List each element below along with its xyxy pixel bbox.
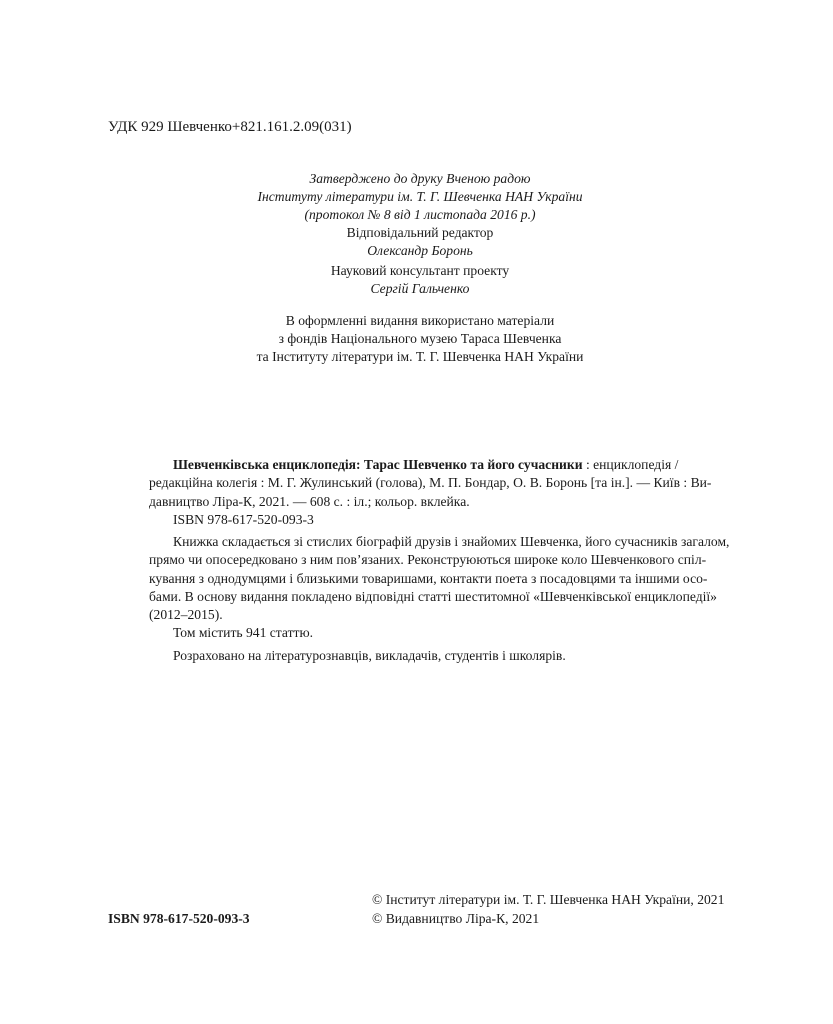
- copyright-institute: © Інститут літератури ім. Т. Г. Шевченка НАН України, 2021: [372, 892, 725, 907]
- biblio-type: : енциклопедія /: [582, 457, 679, 472]
- article-count: Том містить 941 статтю.: [173, 625, 314, 641]
- approval-block: [160, 170, 680, 260]
- udk-code: УДК 929 Шевченко+821.161.2.09(031): [108, 119, 352, 135]
- book-title: Шевченківська енциклопедія: Тарас Шевченко та його сучасники: [173, 457, 583, 472]
- annotation-line: Книжка складається зі стислих біографій друзів і знайомих Шевченка, його сучасників загалом,: [173, 534, 730, 549]
- editor-name: Олександр Боронь: [367, 243, 473, 258]
- footer-isbn: ISBN 978-617-520-093-3: [108, 911, 250, 926]
- annotation-line: прямо чи опосередковано з ним пов’язаних. Реконструюються широке коло Шевченкового спіл-: [149, 552, 707, 568]
- annotation-line: кування з однодумцями і близькими товаришами, контакти поета з посадовцями та іншими осо-: [149, 570, 708, 586]
- copyright-publisher: © Видавництво Ліра-К, 2021: [372, 910, 540, 926]
- materials-line-1: В оформленні видання використано матеріали: [285, 313, 555, 328]
- approval-line-3: (протокол № 8 від 1 листопада 2016 р.): [304, 207, 536, 222]
- biblio-isbn: ISBN 978-617-520-093-3: [173, 511, 314, 527]
- materials-line-3: та Інституту літератури ім. Т. Г. Шевченка НАН України: [256, 349, 584, 364]
- materials-block: [160, 312, 680, 366]
- consultant-label: Науковий консультант проекту: [330, 263, 510, 278]
- biblio-line-3: давництво Ліра-К, 2021. — 608 с. : іл.; кольор. вклейка.: [149, 493, 470, 509]
- annotation-line: бами. В основу видання покладено відповідні статті шеститомної «Шевченківської енциклопедії»: [149, 588, 717, 604]
- editor-label: Відповідальний редактор: [346, 225, 494, 240]
- audience: Розраховано на літературознавців, викладачів, студентів і школярів.: [173, 647, 566, 663]
- biblio-line-2: редакційна колегія : М. Г. Жулинський (голова), М. П. Бондар, О. В. Боронь [та ін.]. — Київ : Ви-: [149, 475, 712, 491]
- materials-line-2: з фондів Національного музею Тараса Шевченка: [278, 331, 562, 346]
- consultant-name: Сергій Гальченко: [370, 281, 470, 296]
- bibliographic-record: [149, 456, 738, 529]
- copyright-block: [372, 891, 724, 928]
- approval-line-1: Затверджено до друку Вченою радою: [309, 171, 531, 186]
- biblio-line-1: [149, 456, 738, 474]
- approval-line-2: Інституту літератури ім. Т. Г. Шевченка НАН України: [257, 189, 583, 204]
- annotation: [149, 533, 738, 665]
- consultant-block: [160, 262, 680, 298]
- annotation-line: (2012–2015).: [149, 607, 223, 623]
